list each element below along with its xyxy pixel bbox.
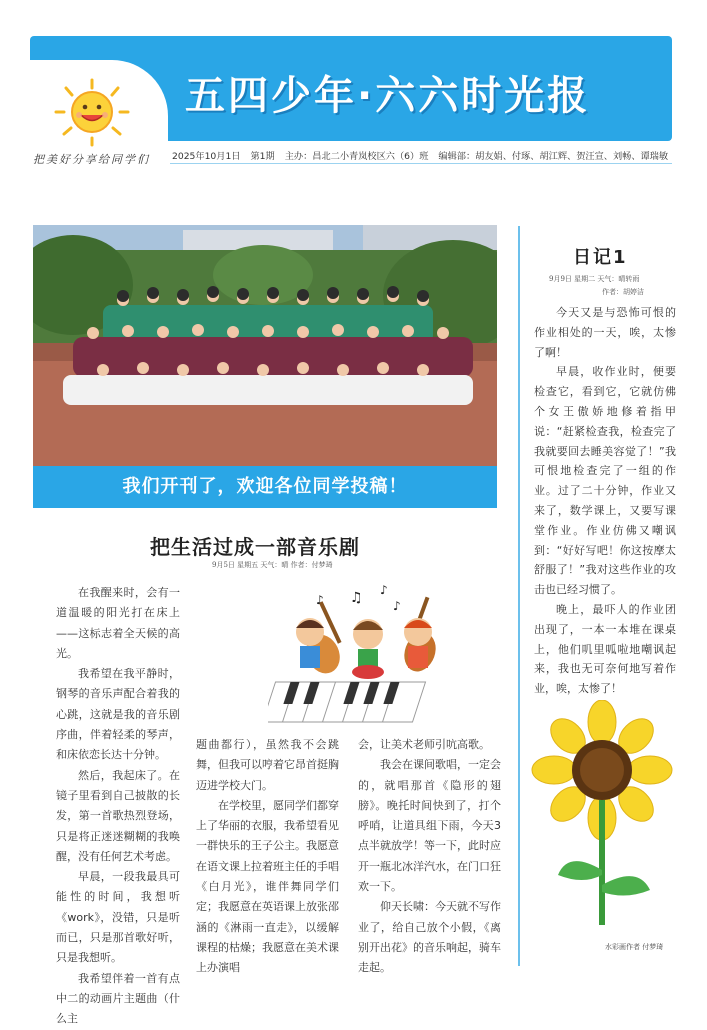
article-column-1 bbox=[56, 583, 180, 1030]
article-paragraph: 我希望伴着一首有点中二的动画片主题曲（什么主 bbox=[56, 971, 180, 1026]
painting-caption: 水彩画作者 付梦琦 bbox=[605, 943, 664, 951]
diary-paragraph: 今天又是与恐怖可恨的作业相处的一天，唉，太惨了啊！ bbox=[534, 306, 676, 359]
article-paragraph: 然后，我起床了。在镜子里看到自己披散的长发，第一首歌热烈登场，只是将正迷迷糊糊的我唤醒，没有任何艺术考虑。 bbox=[56, 768, 180, 863]
sunflower-painting bbox=[528, 700, 676, 930]
article-title: 把生活过成一部音乐剧 bbox=[150, 535, 360, 559]
article-column-2 bbox=[196, 735, 339, 979]
sun-logo-icon bbox=[52, 78, 132, 148]
article-paragraph: 题曲都行），虽然我不会跳舞，但我可以哼着它昂首挺胸迈进学校大门。 bbox=[196, 738, 339, 792]
issue-editors: 编辑部：胡友娟、付琢、胡江辉、贺汪宣、刘畅、谭瑞敏 bbox=[438, 151, 669, 162]
welcome-banner: 我们开刊了，欢迎各位同学投稿！ bbox=[33, 466, 497, 508]
svg-text:♪: ♪ bbox=[393, 599, 401, 613]
svg-text:♪: ♪ bbox=[380, 583, 388, 597]
svg-text:♫: ♫ bbox=[350, 590, 363, 606]
article-paragraph: 会，让美术老师引吭高歌。 bbox=[358, 738, 490, 751]
diary-paragraph: 早晨，收作业时，便要检查它，看到它，它就仿佛个女王傲娇地修着指甲说：“赶紧检查我，检查完了我就要回去睡美容觉了！”我可恨地检查完了一组的作业。过了二十分钟，作业又来了，数学课上，又要写课堂作业。作业仿佛又嘲讽到：“好好写吧！你这按摩太舒服了！”我对这些作业的攻击也已经习惯了。 bbox=[534, 365, 676, 597]
article-paragraph: 早晨，一段我最具可能性的时间，我想听《work》，没错，只是听而已，只是那首歌好听，只是我想听。 bbox=[56, 870, 180, 965]
slogan: 把美好分享给同学们 bbox=[33, 153, 150, 166]
article-paragraph: 仰天长啸：今天就不写作业了，给自己放个小假，《离别开出花》的音乐响起，骑车走起。 bbox=[358, 900, 501, 975]
class-photo bbox=[33, 225, 497, 466]
diary-author: 作者：胡婷洁 bbox=[602, 288, 644, 296]
diary-title: 日记1 bbox=[573, 247, 628, 268]
newspaper-title: 五四少年·六六时光报 bbox=[185, 73, 591, 119]
issue-host: 主办：昌北二小青岚校区六（6）班 bbox=[284, 151, 429, 162]
article-column-3 bbox=[358, 735, 501, 979]
class-photo-illustration bbox=[33, 225, 497, 466]
article-meta: 9月5日 星期五 天气：晴 作者：付梦琦 bbox=[212, 561, 333, 569]
issue-number: 第1期 bbox=[250, 151, 275, 162]
music-kids-illustration bbox=[268, 582, 464, 728]
diary-date-weather: 9月9日 星期二 天气：晴转雨 bbox=[549, 275, 640, 283]
issue-date: 2025年10月1日 bbox=[172, 151, 241, 162]
svg-text:♪: ♪ bbox=[316, 593, 324, 607]
article-paragraph: 我会在课间歌唱，一定会的，就唱那首《隐形的翅膀》。晚托时间快到了，打个呼哨，让道具组下雨，今天3点半就放学！等一下，此时应开一瓶北冰洋汽水，在门口狂欢一下。 bbox=[358, 758, 501, 894]
article-paragraph: 在学校里，愿同学们都穿上了华丽的衣服，我希望看见一群快乐的王子公主。我愿意在语文课上拉着班主任的手唱《白月光》，谁伴舞同学们定；我愿意在英语课上放张邵涵的《淋雨一直走》，以缓解课程的枯燥；我愿意在美术课上办演唱 bbox=[196, 798, 339, 975]
column-divider bbox=[518, 226, 520, 966]
article-paragraph: 我希望在我平静时，钢琴的音乐声配合着我的心跳，这就是我的音乐剧序曲，伴着轻柔的琴声，和床依恋长达十分钟。 bbox=[56, 667, 180, 762]
masthead-rule bbox=[170, 163, 672, 164]
diary-paragraph: 晚上，最吓人的作业团出现了，一本一本堆在课桌上，他们叽里呱啦地嘲讽起来，我也无可奈何地写着作业，唉，太惨了！ bbox=[534, 602, 676, 696]
article-paragraph: 在我醒来时，会有一道温暖的阳光打在床上——这标志着全天候的高光。 bbox=[56, 586, 180, 660]
diary-body bbox=[534, 303, 676, 699]
issue-info bbox=[172, 148, 672, 162]
